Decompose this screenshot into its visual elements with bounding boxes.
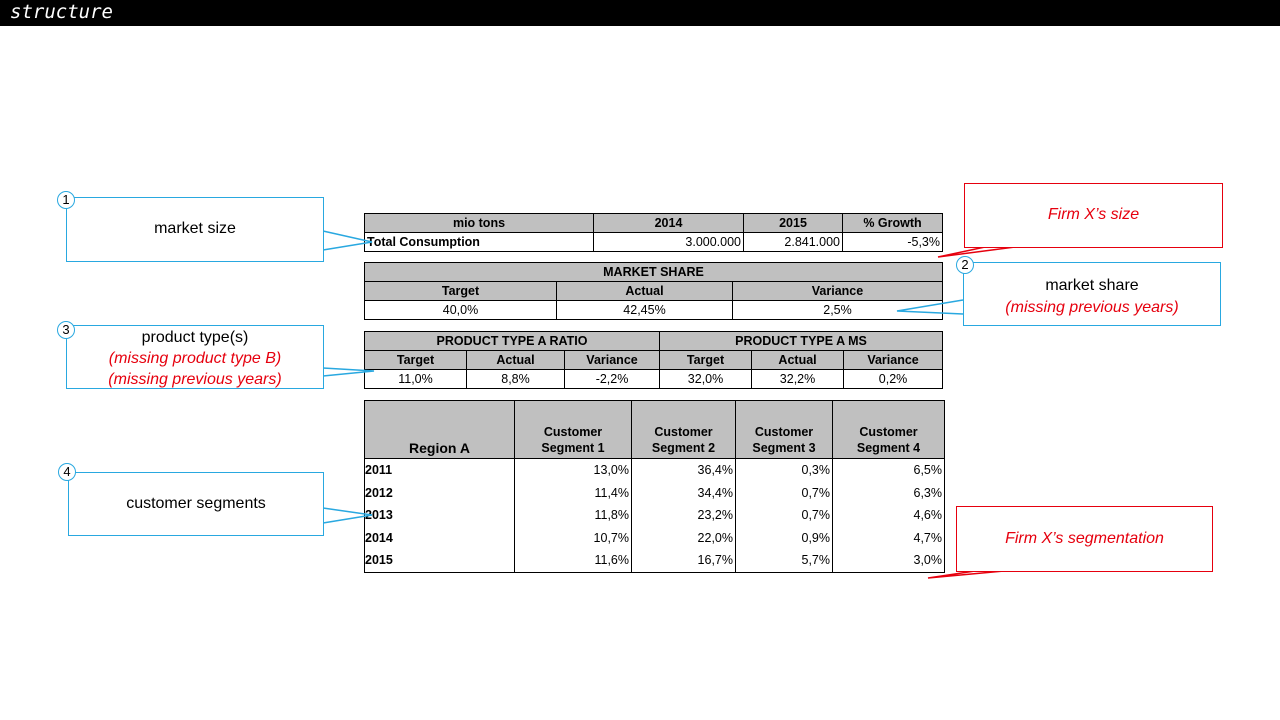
region-header: Region A (365, 401, 515, 459)
callout-text: market share (1045, 277, 1139, 294)
share-target: 40,0% (365, 301, 557, 320)
ratio-variance: -2,2% (565, 370, 660, 389)
product-ratio-title: PRODUCT TYPE A RATIO (365, 332, 660, 351)
ratio-actual: 8,8% (467, 370, 565, 389)
table-row (365, 370, 943, 389)
callout-firm-segmentation (956, 506, 1213, 572)
row-year: 2015 (365, 549, 515, 572)
header-target: Target (660, 351, 752, 370)
row-label: Total Consumption (365, 233, 594, 252)
table-row (365, 233, 943, 252)
callout-badge-3: 3 (57, 321, 75, 339)
segment-4-value: 4,7% (833, 527, 945, 550)
callout-note: (missing product type B) (108, 350, 282, 367)
header-target: Target (365, 351, 467, 370)
segment-4-value: 6,5% (833, 459, 945, 482)
segment-3-value: 0,9% (736, 527, 833, 550)
table-row (365, 527, 945, 550)
callout-note: (missing previous years) (108, 371, 282, 388)
product-ms-title: PRODUCT TYPE A MS (660, 332, 943, 351)
table-row (365, 301, 943, 320)
segment-4-value: 3,0% (833, 549, 945, 572)
segment-2-value: 36,4% (632, 459, 736, 482)
segment-1-value: 11,6% (515, 549, 632, 572)
segment-2-value: 16,7% (632, 549, 736, 572)
market-share-title: MARKET SHARE (365, 263, 943, 282)
segment-3-value: 0,3% (736, 459, 833, 482)
header-variance: Variance (733, 282, 943, 301)
ms-actual: 32,2% (752, 370, 844, 389)
row-year: 2012 (365, 482, 515, 505)
callout-customer-segments (68, 472, 324, 536)
row-year: 2013 (365, 504, 515, 527)
value-2015: 2.841.000 (744, 233, 843, 252)
header-target: Target (365, 282, 557, 301)
header-segment-3: Customer Segment 3 (736, 401, 833, 459)
header-variance: Variance (565, 351, 660, 370)
segment-3-value: 5,7% (736, 549, 833, 572)
header-growth: % Growth (843, 214, 943, 233)
header-actual: Actual (557, 282, 733, 301)
header-mio-tons: mio tons (365, 214, 594, 233)
callout-badge-4: 4 (58, 463, 76, 481)
table-row (365, 459, 945, 482)
ratio-target: 11,0% (365, 370, 467, 389)
callout-text: Firm X’s segmentation (1005, 530, 1164, 547)
title-bar (0, 0, 1280, 26)
callout-product-type (66, 325, 324, 389)
header-2014: 2014 (594, 214, 744, 233)
header-actual: Actual (752, 351, 844, 370)
table-row (365, 482, 945, 505)
callout-text: product type(s) (141, 329, 249, 346)
table-row (365, 549, 945, 572)
header-segment-2: Customer Segment 2 (632, 401, 736, 459)
segment-2-value: 34,4% (632, 482, 736, 505)
callout-market-size (66, 197, 324, 262)
segment-4-value: 4,6% (833, 504, 945, 527)
callout-market-share (963, 262, 1221, 326)
segment-3-value: 0,7% (736, 482, 833, 505)
callout-text: customer segments (126, 495, 266, 512)
callout-text: Firm X’s size (1047, 206, 1140, 223)
share-variance: 2,5% (733, 301, 943, 320)
callout-note: (missing previous years) (1005, 299, 1179, 316)
row-year: 2011 (365, 459, 515, 482)
segment-1-value: 11,8% (515, 504, 632, 527)
segment-2-value: 22,0% (632, 527, 736, 550)
callout-text: market size (154, 220, 236, 237)
segment-4-value: 6,3% (833, 482, 945, 505)
segment-2-value: 23,2% (632, 504, 736, 527)
header-2015: 2015 (744, 214, 843, 233)
segment-3-value: 0,7% (736, 504, 833, 527)
ms-variance: 0,2% (844, 370, 943, 389)
market-size-table (364, 213, 943, 252)
callout-firm-size (964, 183, 1223, 248)
product-type-table (364, 331, 943, 389)
customer-segment-table (364, 400, 945, 573)
market-share-table (364, 262, 943, 320)
share-actual: 42,45% (557, 301, 733, 320)
value-2014: 3.000.000 (594, 233, 744, 252)
header-variance: Variance (844, 351, 943, 370)
segment-1-value: 10,7% (515, 527, 632, 550)
header-actual: Actual (467, 351, 565, 370)
value-growth: -5,3% (843, 233, 943, 252)
table-row (365, 504, 945, 527)
header-segment-1: Customer Segment 1 (515, 401, 632, 459)
callout-badge-2: 2 (956, 256, 974, 274)
callout-badge-1: 1 (57, 191, 75, 209)
slide-title: structure (10, 1, 113, 23)
ms-target: 32,0% (660, 370, 752, 389)
segment-1-value: 13,0% (515, 459, 632, 482)
header-segment-4: Customer Segment 4 (833, 401, 945, 459)
pointer-firm-size (938, 247, 1015, 257)
row-year: 2014 (365, 527, 515, 550)
segment-1-value: 11,4% (515, 482, 632, 505)
